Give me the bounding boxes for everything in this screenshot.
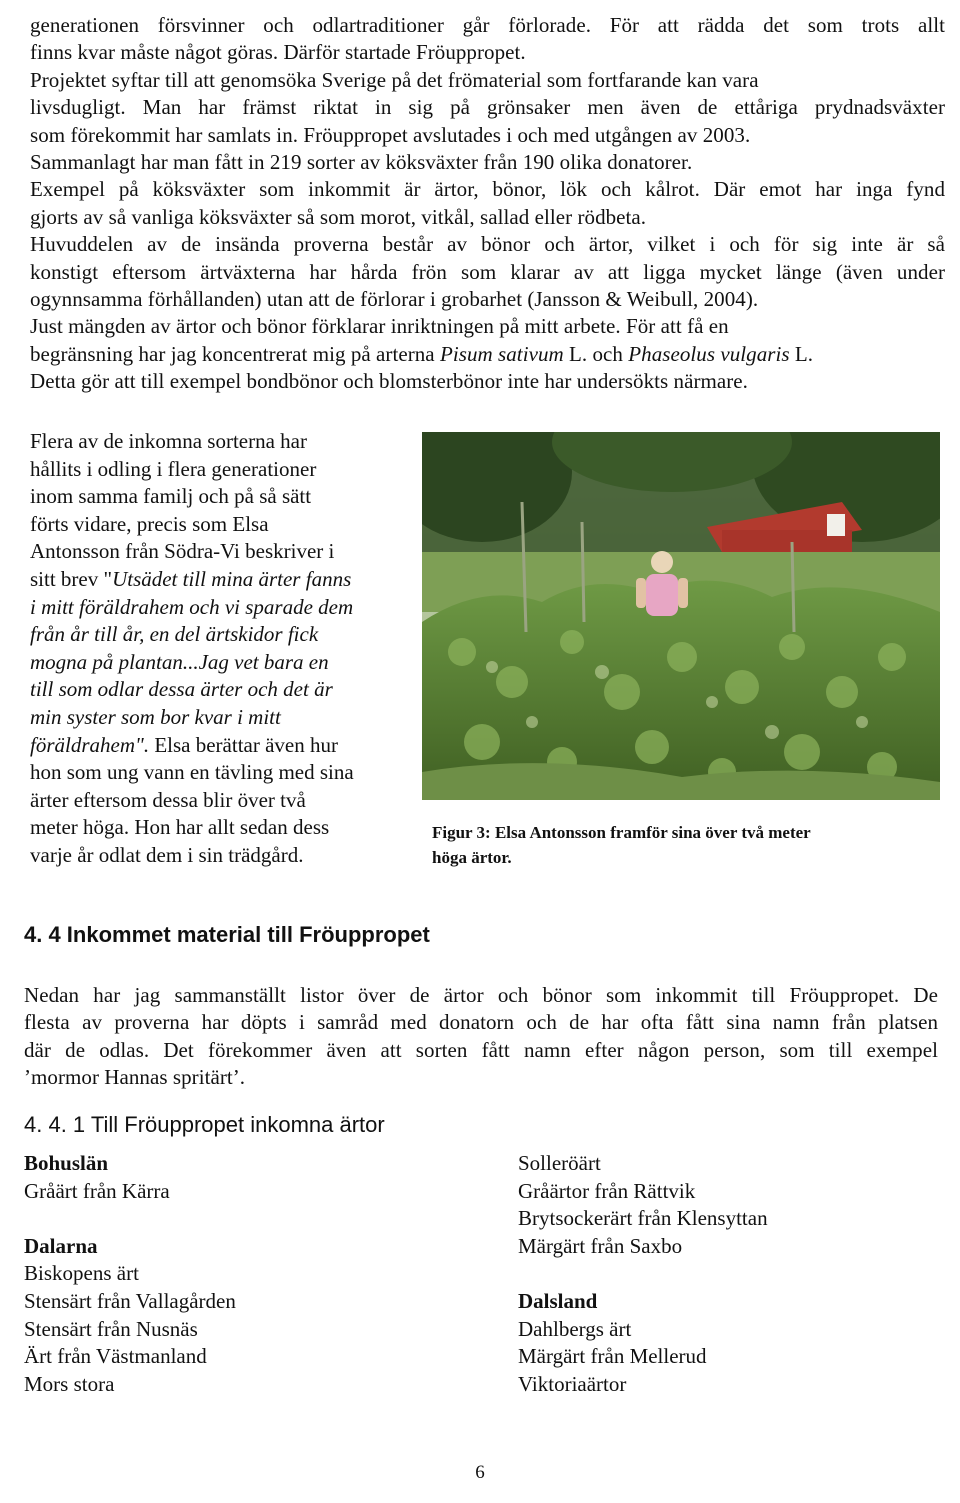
text-line: generationen försvinner och odlartraditioner går förlorade. För att rädda det som trots allt xyxy=(30,13,945,37)
pea-list-right xyxy=(518,1150,768,1398)
subsection-heading: 4. 4. 1 Till Fröuppropet inkomna ärtor xyxy=(24,1112,385,1137)
pea-variety: Brytsockerärt från Klensyttan xyxy=(518,1206,768,1231)
text-line: gjorts av så vanliga köksväxter så som morot, vitkål, sallad eller rödbeta. xyxy=(30,204,647,229)
region-heading: Dalarna xyxy=(24,1233,98,1258)
region-heading: Bohuslän xyxy=(24,1151,109,1175)
section-heading: 4. 4 Inkommet material till Fröuppropet xyxy=(24,922,430,947)
pea-variety: Gråärt från Kärra xyxy=(24,1178,170,1203)
quote-line xyxy=(30,676,410,704)
text-line: där de odlas. Det förekommer även att sorten fått namn efter någon person, som till exempel xyxy=(24,1037,938,1062)
pea-variety: Viktoriaärtor xyxy=(518,1371,627,1396)
quote-text: till som odlar dessa ärter och det är xyxy=(30,677,333,702)
text-line: Sammanlagt har man fått in 219 sorter av köksväxter från 190 olika donatorer. xyxy=(30,150,693,175)
text-line: Exempel på köksväxter som inkommit är ärtor, bönor, lök och kålrot. Där emot har inga fynd xyxy=(30,177,945,202)
text-line: livsdugligt. Man har främst riktat in sig på grönsaker men även de ettåriga prydnadsväxter xyxy=(30,95,945,120)
text-line: inom samma familj och på så sätt xyxy=(30,484,312,509)
scope-text: begränsning har jag koncentrerat mig på arterna xyxy=(30,341,440,366)
quote-text: min syster som bor kvar i mitt xyxy=(30,704,281,729)
caption-line: Figur 3: Elsa Antonsson framför sina över två meter xyxy=(432,823,811,842)
quote-line xyxy=(30,704,410,732)
text-line: förts vidare, precis som Elsa xyxy=(30,511,269,536)
quote-text: Utsädet till mina ärter fanns xyxy=(112,566,352,591)
list-gap xyxy=(518,1260,768,1288)
text-line: Huvuddelen av de insända proverna består av bönor och ärtor, vilket i och för sig inte är så xyxy=(30,232,945,257)
quote-line xyxy=(30,732,410,760)
text-line: konstigt eftersom ärtväxterna har hårda frön som klarar av att ligga mycket länge (även under xyxy=(30,259,945,284)
text-line: meter höga. Hon har allt sedan dess xyxy=(30,815,330,840)
side-paragraph xyxy=(30,428,410,870)
text-line: Detta gör att till exempel bondbönor och blomsterbönor inte har undersökts närmare. xyxy=(30,369,748,394)
list-gap xyxy=(24,1205,236,1233)
pea-variety: Dahlbergs ärt xyxy=(518,1316,632,1341)
intro-paragraph xyxy=(30,12,945,396)
quote-text: i mitt föräldrahem och vi sparade dem xyxy=(30,594,354,619)
pea-variety: Gråärtor från Rättvik xyxy=(518,1178,696,1203)
page-number: 6 xyxy=(475,1462,485,1483)
species-name: Pisum sativum xyxy=(439,341,564,366)
pea-variety: Ärt från Västmanland xyxy=(24,1344,207,1369)
species-name: Phaseolus vulgaris xyxy=(628,341,790,366)
text-line: hon som ung vann en tävling med sina xyxy=(30,760,354,785)
garden-photo-illustration xyxy=(422,432,940,800)
scope-line xyxy=(30,341,945,368)
pea-variety: Stensärt från Nusnäs xyxy=(24,1316,198,1341)
text-line: Nedan har jag sammanställt listor över de ärtor och bönor som inkommit till Fröuppropet. De xyxy=(24,983,938,1007)
garden-photo xyxy=(422,432,940,800)
scope-text: L. och xyxy=(563,341,629,366)
pea-list-left xyxy=(24,1150,236,1398)
figure-caption xyxy=(432,820,902,870)
pea-variety: Stensärt från Vallagården xyxy=(24,1288,236,1313)
text-line xyxy=(30,566,410,594)
pea-variety: Märgärt från Mellerud xyxy=(518,1344,707,1369)
quote-line xyxy=(30,594,410,622)
text-line: ärter eftersom dessa blir över två xyxy=(30,787,306,812)
quote-text: föräldrahem". xyxy=(30,732,150,757)
text-line: ogynnsamma förhållanden) utan att de förlorar i grobarhet (Jansson & Weibull, 2004). xyxy=(30,287,759,312)
section-intro-paragraph xyxy=(24,982,938,1092)
pea-variety: Biskopens ärt xyxy=(24,1261,139,1286)
pea-variety: Mors stora xyxy=(24,1371,115,1396)
quote-text: från år till år, en del ärtskidor fick xyxy=(30,622,319,647)
text-line: varje år odlat dem i sin trädgård. xyxy=(30,842,304,867)
region-heading: Dalsland xyxy=(518,1288,598,1313)
scope-text: L. xyxy=(789,341,814,366)
text-line: Projektet syftar till att genomsöka Sverige på det frömaterial som fortfarande kan vara xyxy=(30,67,759,92)
text-line: flesta av proverna har döpts i samråd med donatorn och de har ofta fått sina namn från platsen xyxy=(24,1010,938,1035)
text-after-quote: Elsa berättar även hur xyxy=(149,732,338,757)
text-line: hållits i odling i flera generationer xyxy=(30,456,317,481)
text-line: Just mängden av ärtor och bönor förklarar inriktningen på mitt arbete. För att få en xyxy=(30,314,729,339)
text-line: Flera av de inkomna sorterna har xyxy=(30,429,307,453)
pea-variety: Märgärt från Saxbo xyxy=(518,1233,683,1258)
text-line: ’mormor Hannas spritärt’. xyxy=(24,1065,246,1090)
text-line: som förekommit har samlats in. Fröuppropet avslutades i och med utgången av 2003. xyxy=(30,122,751,147)
quote-line xyxy=(30,621,410,649)
pea-variety: Solleröärt xyxy=(518,1151,601,1175)
caption-line: höga ärtor. xyxy=(432,848,512,867)
quote-line xyxy=(30,649,410,677)
quote-lead: sitt brev " xyxy=(30,566,113,591)
text-line: finns kvar måste något göras. Därför startade Fröuppropet. xyxy=(30,40,526,65)
text-line: Antonsson från Södra-Vi beskriver i xyxy=(30,539,335,564)
quote-text: mogna på plantan...Jag vet bara en xyxy=(30,649,329,674)
